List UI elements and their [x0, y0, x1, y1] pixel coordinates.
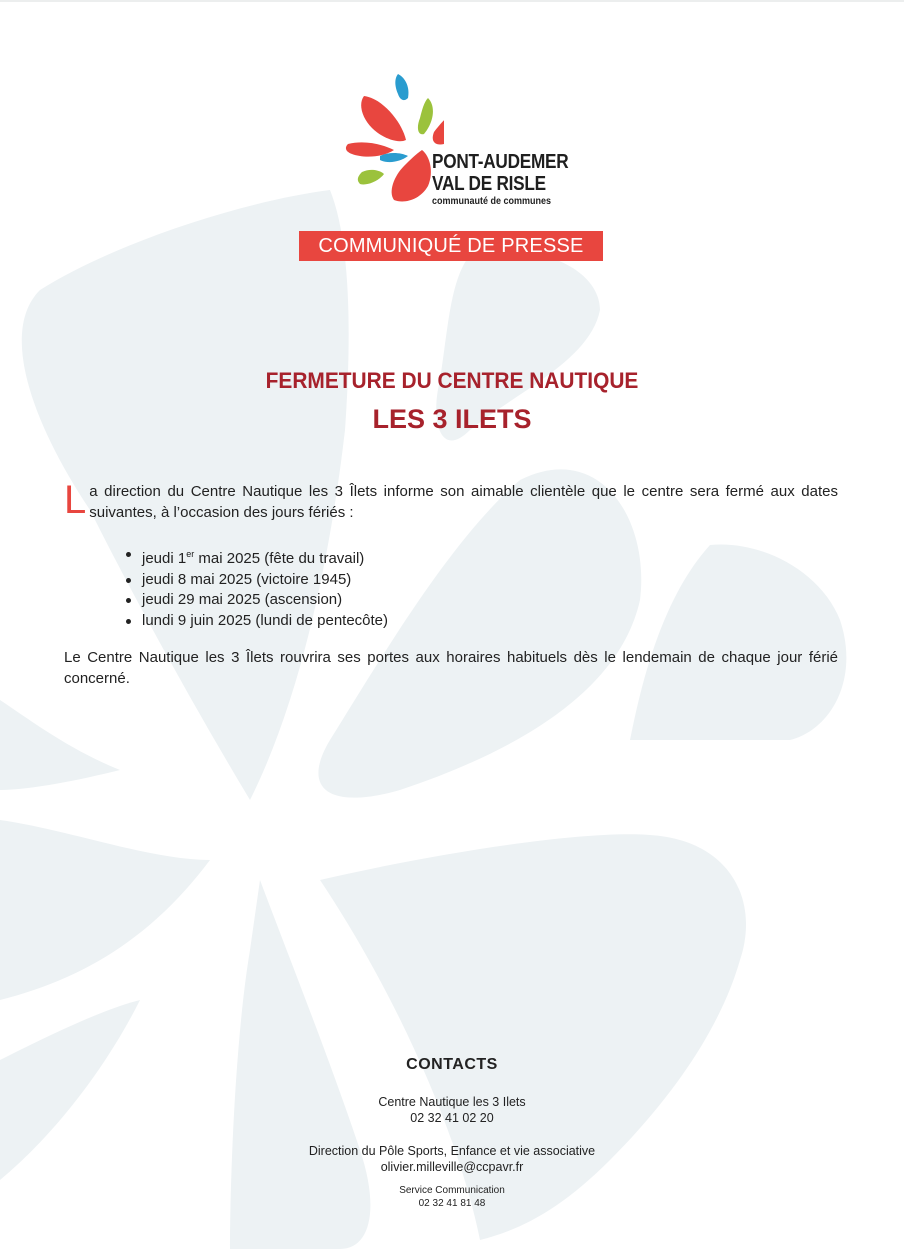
- contact-communication: [0, 1184, 904, 1210]
- list-item: lundi 9 juin 2025 (lundi de pentecôte): [124, 611, 388, 632]
- logo-flower-icon: [344, 72, 444, 212]
- contact-communication-phone: 02 32 41 81 48: [418, 1198, 486, 1209]
- logo: [344, 72, 584, 218]
- closing-paragraph: Le Centre Nautique les 3 Îlets rouvrira ses portes aux horaires habituels dès le lendemain de chaque jour férié concerné.: [64, 649, 838, 687]
- list-item: jeudi 8 mai 2025 (victoire 1945): [124, 570, 388, 591]
- closure-dates-list: [124, 544, 388, 631]
- contact-centre-phone: 02 32 41 02 20: [410, 1111, 494, 1125]
- headline-line-2: LES 3 ILETS: [372, 404, 532, 434]
- contact-direction-email[interactable]: olivier.milleville@ccpavr.fr: [380, 1160, 524, 1174]
- contact-direction-name: Direction du Pôle Sports, Enfance et vie associative: [308, 1144, 596, 1158]
- headline-line-1: FERMETURE DU CENTRE NAUTIQUE: [265, 368, 639, 393]
- list-item: jeudi 29 mai 2025 (ascension): [124, 590, 388, 611]
- logo-line-1: PONT-AUDEMER: [432, 151, 569, 173]
- list-item: jeudi 1er mai 2025 (fête du travail): [124, 544, 388, 570]
- intro-paragraph: [64, 478, 838, 523]
- drop-cap: L: [64, 478, 87, 522]
- contact-centre: [0, 1094, 904, 1126]
- contact-communication-name: Service Communication: [399, 1185, 505, 1196]
- logo-line-3: communauté de communes: [432, 196, 552, 207]
- contacts-heading: CONTACTS: [406, 1056, 498, 1073]
- contact-direction: [0, 1143, 904, 1175]
- intro-text: a direction du Centre Nautique les 3 Îlets informe son aimable clientèle que le centre sera fermé aux dates suivantes, à l’occasion des jours fériés :: [89, 483, 838, 521]
- logo-line-2: VAL DE RISLE: [432, 173, 546, 195]
- press-release-banner: COMMUNIQUÉ DE PRESSE: [299, 231, 603, 261]
- logo-wordmark: [432, 152, 591, 207]
- contact-centre-name: Centre Nautique les 3 Ilets: [378, 1095, 526, 1109]
